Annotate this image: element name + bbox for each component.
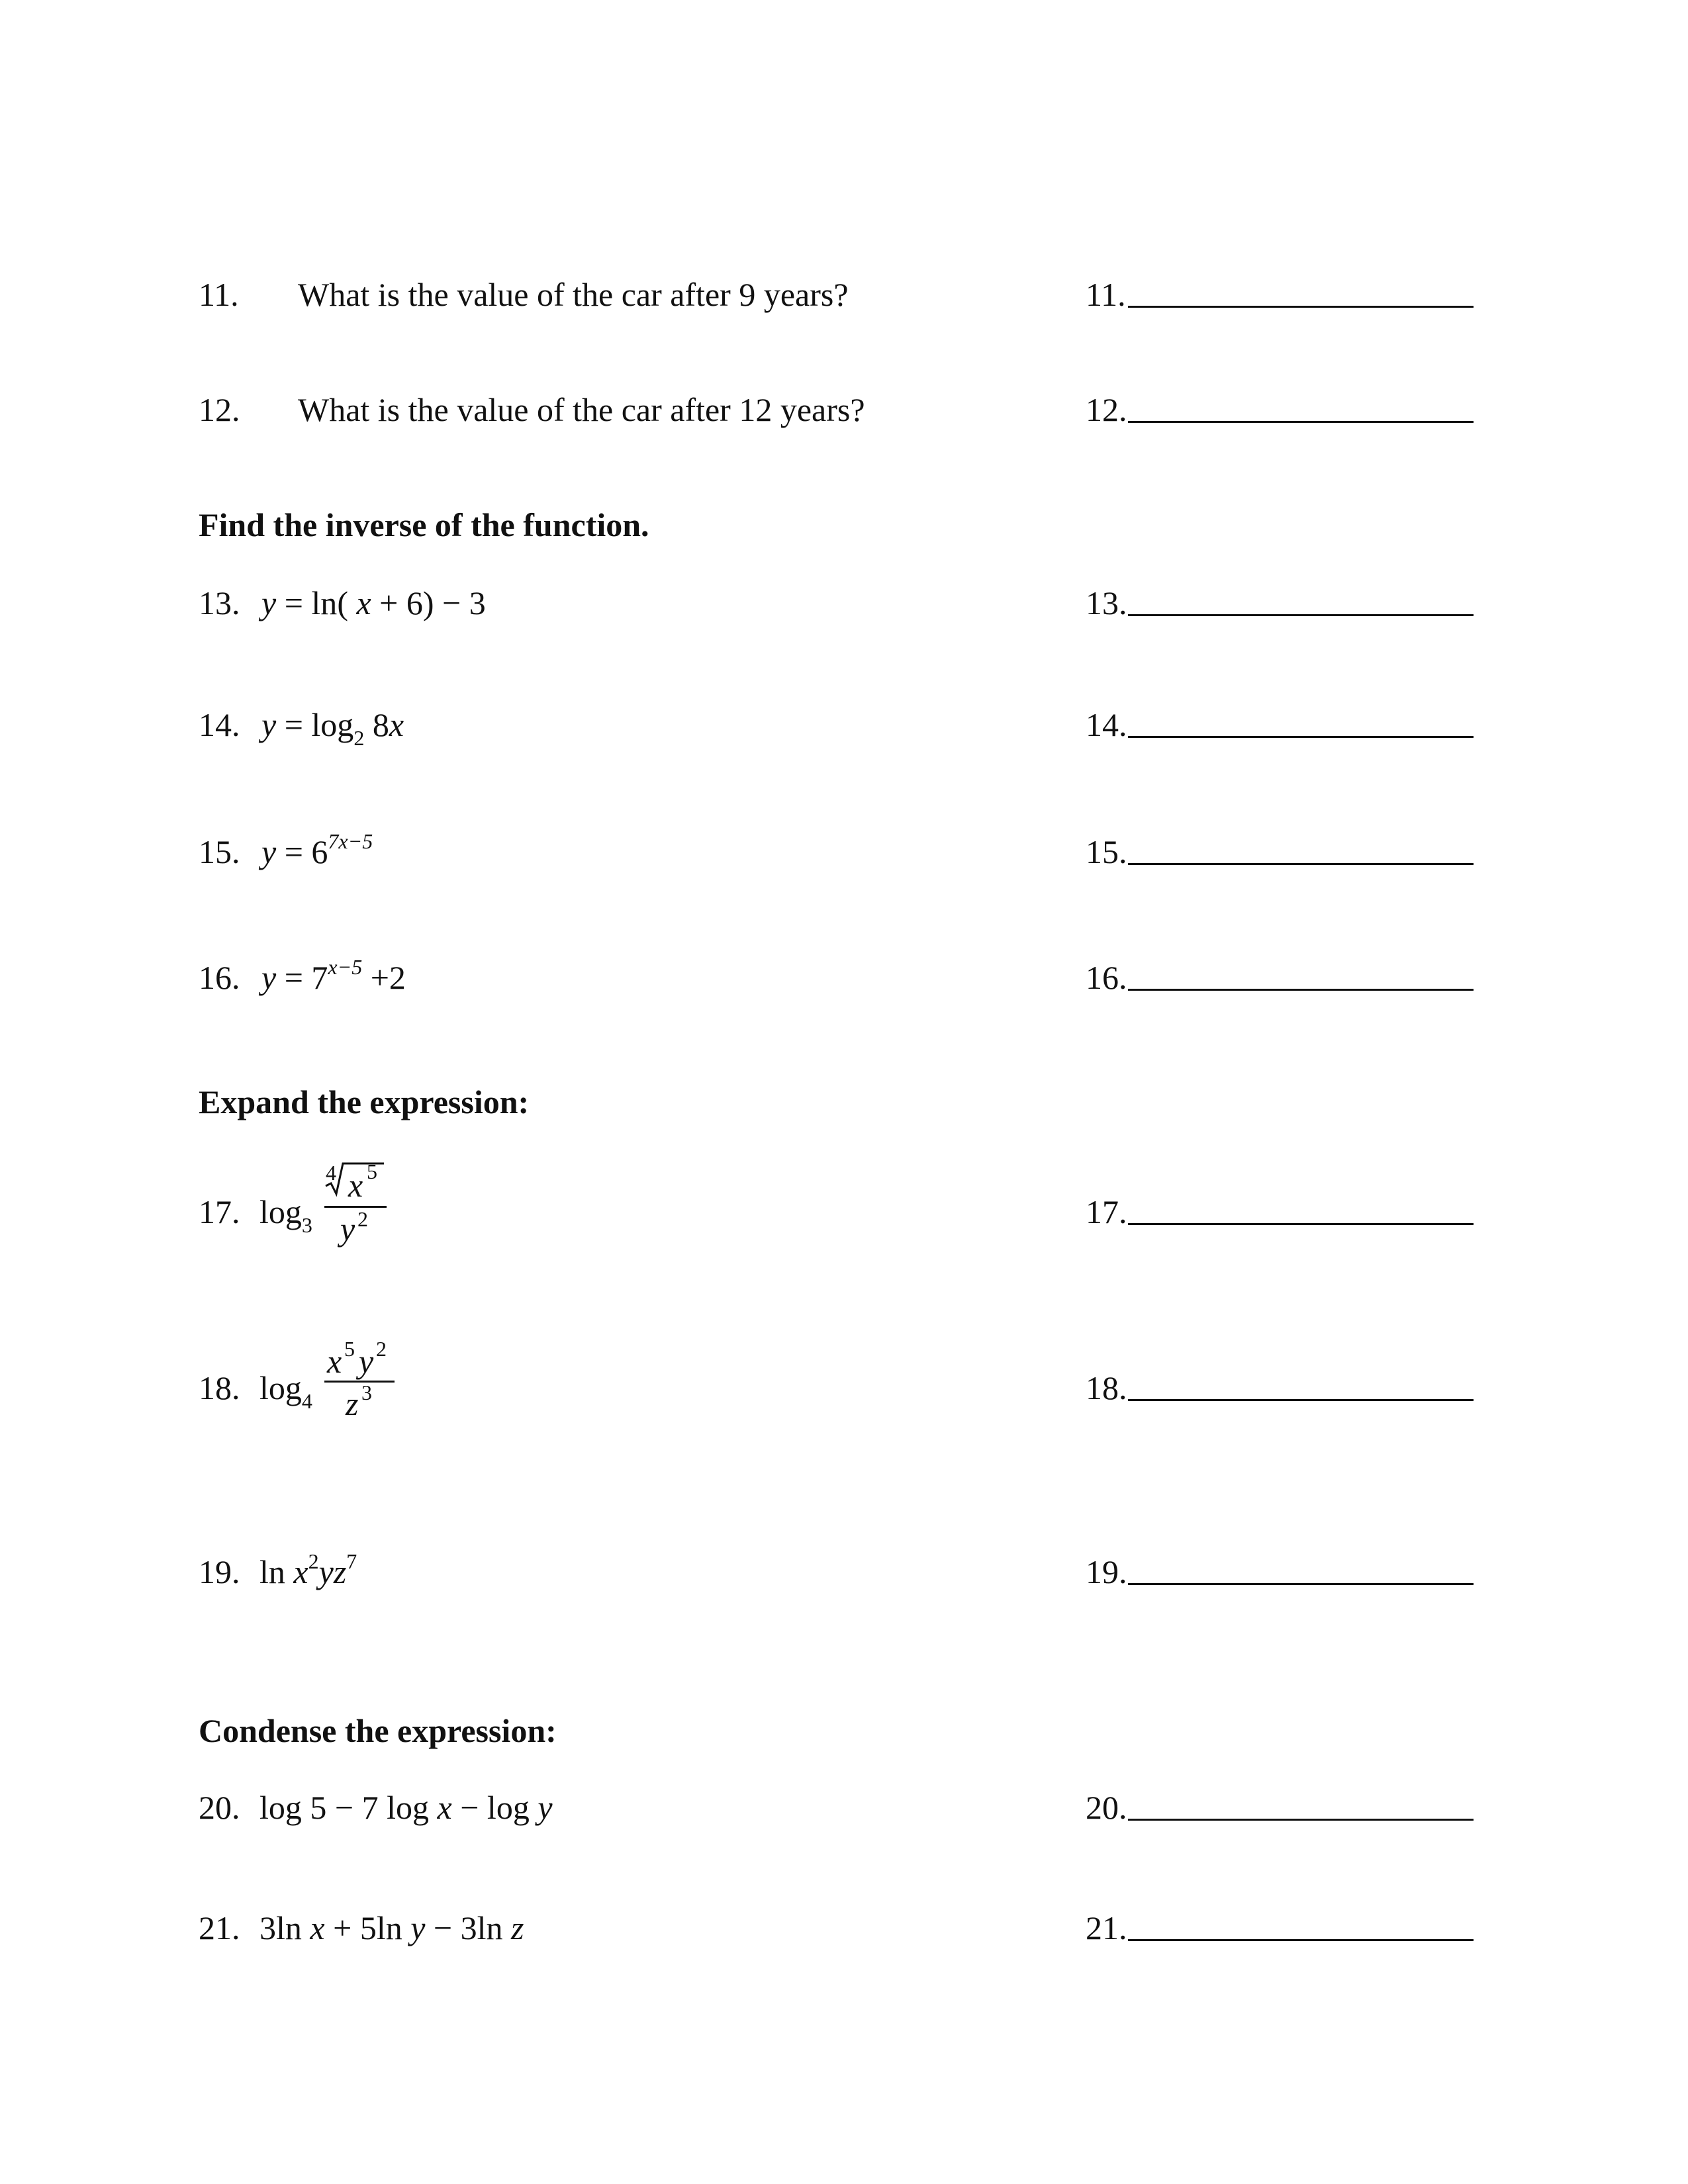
- answer-label: 11.: [1086, 276, 1126, 313]
- equals-sign: =: [284, 959, 303, 996]
- equation-15: [261, 829, 373, 870]
- answer-blank[interactable]: [1128, 1223, 1474, 1225]
- var-x: x: [310, 1909, 325, 1946]
- constant: 5: [310, 1789, 327, 1826]
- var-z: z: [333, 1553, 347, 1590]
- section-heading-inverse: Find the inverse of the function.: [199, 506, 649, 543]
- log-operator: log: [311, 706, 354, 743]
- section-heading-condense: Condense the expression:: [199, 1712, 557, 1749]
- exponent: 3: [361, 1381, 372, 1404]
- base: 6: [311, 833, 328, 870]
- answer-blank[interactable]: [1128, 614, 1474, 616]
- var-y: y: [538, 1789, 553, 1826]
- plus-sign: +: [333, 1909, 352, 1946]
- equation-16: [261, 955, 406, 996]
- answer-label: 19.: [1086, 1553, 1127, 1590]
- question-number: 16.: [199, 959, 240, 996]
- section-heading-expand: Expand the expression:: [199, 1083, 530, 1120]
- fraction-18: [324, 1337, 397, 1430]
- constant: 2: [389, 959, 406, 996]
- log-base: 3: [301, 1213, 312, 1237]
- answer-label: 17.: [1086, 1193, 1127, 1230]
- log-expression: [259, 1193, 312, 1237]
- coefficient: 3: [259, 1909, 276, 1946]
- question-number: 15.: [199, 833, 240, 870]
- answer-label: 13.: [1086, 584, 1127, 621]
- exponent: 2: [308, 1549, 319, 1573]
- var-y: y: [340, 1210, 355, 1248]
- question-number: 21.: [199, 1909, 240, 1946]
- log-operator: log: [259, 1193, 302, 1230]
- coefficient: 7: [361, 1789, 379, 1826]
- plus-sign: +: [379, 584, 399, 621]
- minus-sign: −: [442, 584, 461, 621]
- var-z: z: [346, 1385, 359, 1422]
- constant: 6): [406, 584, 434, 621]
- exponent: x−5: [328, 955, 363, 979]
- fraction-bar: [324, 1381, 395, 1383]
- exponent: 7: [346, 1549, 357, 1573]
- minus-sign: −: [460, 1789, 479, 1826]
- log-operator: log: [259, 1369, 302, 1406]
- question-text: What is the value of the car after 12 years?: [298, 391, 865, 428]
- question-number: 13.: [199, 584, 240, 621]
- exponent: 7x−5: [328, 829, 373, 853]
- fraction-17: [323, 1160, 389, 1252]
- question-number: 20.: [199, 1789, 240, 1826]
- var-y: y: [359, 1343, 374, 1380]
- log-operator: log: [487, 1789, 530, 1826]
- question-text: What is the value of the car after 9 years?: [298, 276, 849, 313]
- equation-19: [259, 1549, 357, 1590]
- ln-operator: ln: [259, 1553, 285, 1590]
- equals-sign: =: [284, 833, 303, 870]
- var-x: x: [389, 706, 404, 743]
- answer-blank[interactable]: [1128, 421, 1474, 423]
- var-x: x: [437, 1789, 452, 1826]
- answer-label: 18.: [1086, 1369, 1127, 1406]
- answer-label: 14.: [1086, 706, 1127, 743]
- question-number: 12.: [199, 391, 240, 428]
- equals-sign: =: [284, 706, 303, 743]
- minus-sign: −: [334, 1789, 354, 1826]
- var-z: z: [511, 1909, 524, 1946]
- var-y: y: [261, 584, 277, 621]
- coefficient: 5: [359, 1909, 377, 1946]
- question-number: 19.: [199, 1553, 240, 1590]
- exponent: 2: [357, 1207, 368, 1231]
- ln-operator: ln: [376, 1909, 402, 1946]
- var-x: x: [348, 1167, 363, 1204]
- log-base: 2: [353, 726, 365, 750]
- minus-sign: −: [433, 1909, 453, 1946]
- exponent: 2: [376, 1337, 387, 1361]
- answer-label: 21.: [1086, 1909, 1127, 1946]
- ln-operator: ln: [311, 584, 338, 621]
- var-x: x: [293, 1553, 308, 1590]
- exponent: 5: [344, 1337, 355, 1361]
- var-y: y: [261, 833, 277, 870]
- equation-14: [261, 706, 404, 750]
- equation-20: [259, 1791, 553, 1824]
- answer-blank[interactable]: [1128, 736, 1474, 738]
- constant: 3: [469, 584, 486, 621]
- answer-label: 15.: [1086, 833, 1127, 870]
- var-y: y: [261, 706, 277, 743]
- equation-21: [259, 1911, 524, 1944]
- answer-blank[interactable]: [1128, 1583, 1474, 1585]
- answer-blank[interactable]: [1128, 1819, 1474, 1821]
- ln-operator: ln: [276, 1909, 302, 1946]
- question-number: 11.: [199, 276, 239, 313]
- log-operator: log: [259, 1789, 302, 1826]
- var-x: x: [356, 584, 371, 621]
- answer-blank[interactable]: [1128, 989, 1474, 991]
- log-operator: log: [387, 1789, 430, 1826]
- answer-blank[interactable]: [1128, 863, 1474, 865]
- answer-blank[interactable]: [1128, 306, 1474, 308]
- root-index: 4: [326, 1161, 336, 1185]
- var-y: y: [410, 1909, 426, 1946]
- base: 7: [311, 959, 328, 996]
- answer-blank[interactable]: [1128, 1939, 1474, 1941]
- var-y: y: [318, 1553, 334, 1590]
- var-x: x: [327, 1343, 342, 1380]
- coefficient: 3: [460, 1909, 477, 1946]
- var-y: y: [261, 959, 277, 996]
- paren-open: (: [337, 584, 348, 621]
- equation-13: [261, 586, 486, 619]
- question-number: 18.: [199, 1369, 240, 1406]
- question-number: 17.: [199, 1193, 240, 1230]
- log-expression: [259, 1369, 312, 1413]
- fraction-bar: [324, 1206, 387, 1208]
- answer-label: 16.: [1086, 959, 1127, 996]
- plus-sign: +: [370, 959, 389, 996]
- answer-label: 12.: [1086, 391, 1127, 428]
- ln-operator: ln: [477, 1909, 503, 1946]
- exponent: 5: [367, 1160, 377, 1183]
- answer-label: 20.: [1086, 1789, 1127, 1826]
- answer-blank[interactable]: [1128, 1399, 1474, 1401]
- log-base: 4: [301, 1389, 312, 1413]
- equals-sign: =: [284, 584, 303, 621]
- question-number: 14.: [199, 706, 240, 743]
- coefficient: 8: [372, 706, 389, 743]
